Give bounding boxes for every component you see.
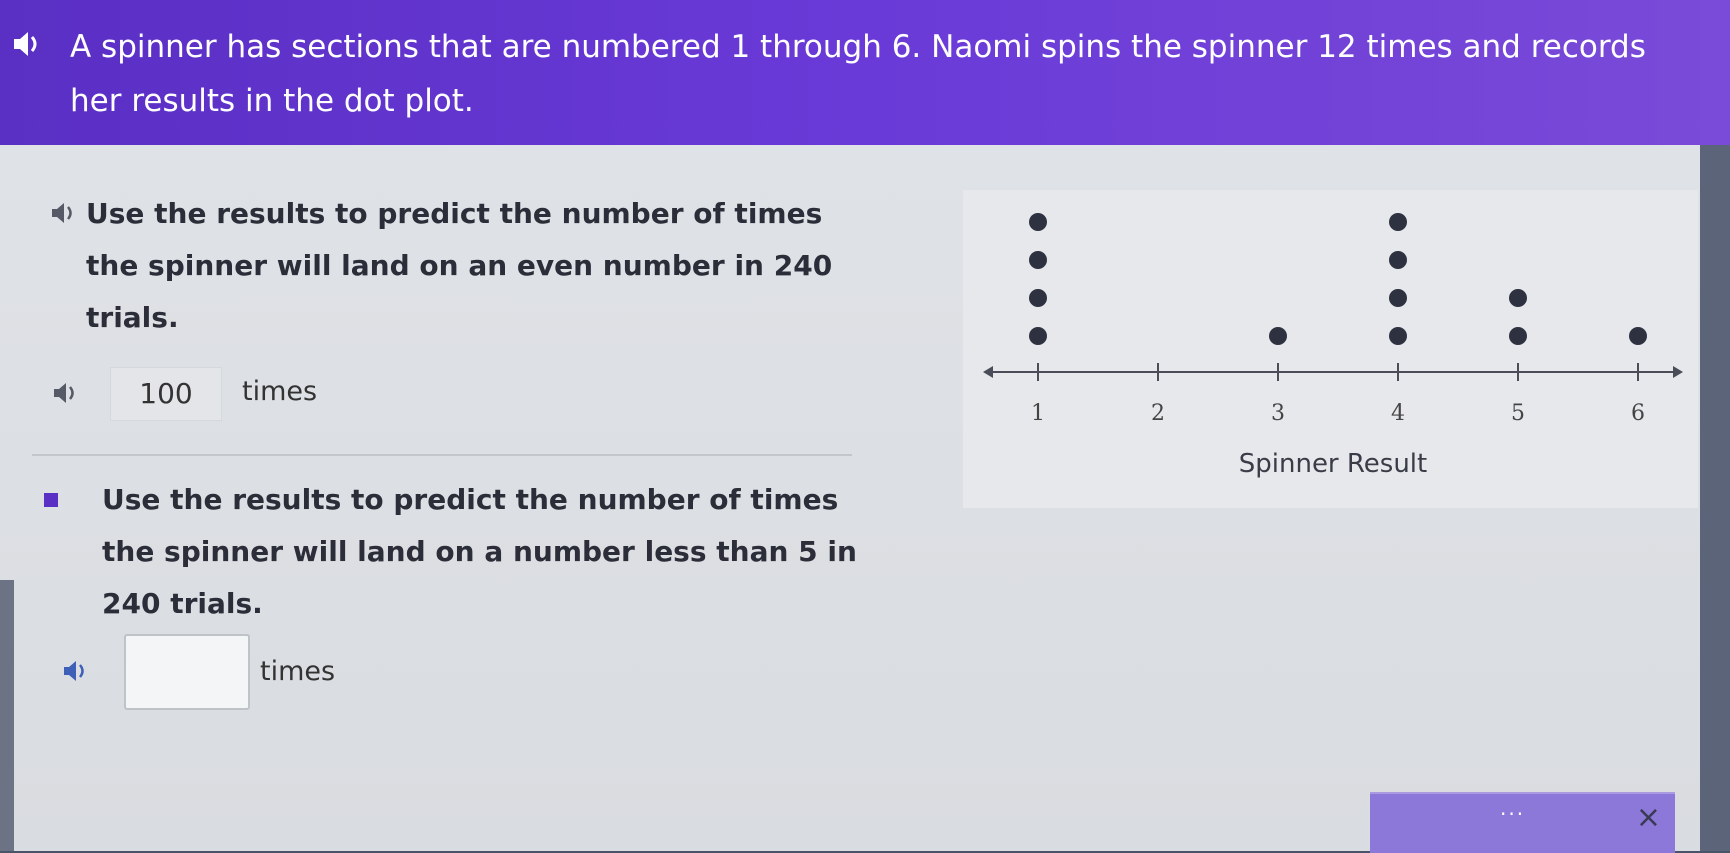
data-dot bbox=[1509, 289, 1527, 307]
x-tick-label: 5 bbox=[1511, 401, 1525, 426]
number-line-arrow-right bbox=[1673, 366, 1683, 378]
data-dot bbox=[1389, 289, 1407, 307]
question-header bbox=[0, 0, 1730, 145]
data-dot bbox=[1269, 327, 1287, 345]
dot-plot bbox=[963, 190, 1698, 508]
speaker-icon[interactable] bbox=[48, 198, 82, 228]
bottom-toolbar bbox=[1370, 792, 1675, 853]
speaker-icon[interactable] bbox=[50, 378, 84, 408]
close-icon[interactable]: × bbox=[1635, 800, 1661, 835]
data-dot bbox=[1629, 327, 1647, 345]
answer-1-unit: times bbox=[242, 376, 318, 407]
data-dot bbox=[1389, 251, 1407, 269]
question-1-text: Use the results to predict the number of times the spinner will land on an even number in 240 trials. bbox=[86, 197, 833, 334]
window-edge bbox=[1700, 145, 1730, 851]
x-tick-label: 1 bbox=[1031, 401, 1045, 426]
data-dot bbox=[1029, 213, 1047, 231]
x-tick-label: 2 bbox=[1151, 401, 1165, 426]
answer-2-unit: times bbox=[260, 656, 336, 687]
data-dot bbox=[1029, 327, 1047, 345]
data-dot bbox=[1029, 251, 1047, 269]
window-edge-left bbox=[0, 580, 14, 851]
data-dot bbox=[1509, 327, 1527, 345]
current-question-marker bbox=[44, 493, 58, 507]
question-prompt: A spinner has sections that are numbered 1 through 6. Naomi spins the spinner 12 times and records her results in the dot plot. bbox=[70, 29, 1646, 119]
data-dot bbox=[1389, 327, 1407, 345]
divider bbox=[32, 454, 852, 456]
x-tick-label: 6 bbox=[1631, 401, 1645, 426]
number-line-arrow-left bbox=[983, 366, 993, 378]
dot-plot-panel bbox=[963, 190, 1698, 508]
x-tick-label: 3 bbox=[1271, 401, 1285, 426]
answer-2-input[interactable] bbox=[124, 634, 250, 710]
more-icon[interactable]: ... bbox=[1500, 796, 1526, 820]
speaker-icon[interactable] bbox=[60, 656, 94, 686]
question-2-text: Use the results to predict the number of times the spinner will land on a number less than 5 in 240 trials. bbox=[102, 483, 857, 620]
answer-1-field[interactable]: 100 bbox=[110, 367, 222, 421]
data-dot bbox=[1389, 213, 1407, 231]
data-dot bbox=[1029, 289, 1047, 307]
speaker-icon[interactable] bbox=[6, 24, 46, 64]
x-tick-label: 4 bbox=[1391, 401, 1405, 426]
x-axis-title: Spinner Result bbox=[1238, 449, 1428, 479]
